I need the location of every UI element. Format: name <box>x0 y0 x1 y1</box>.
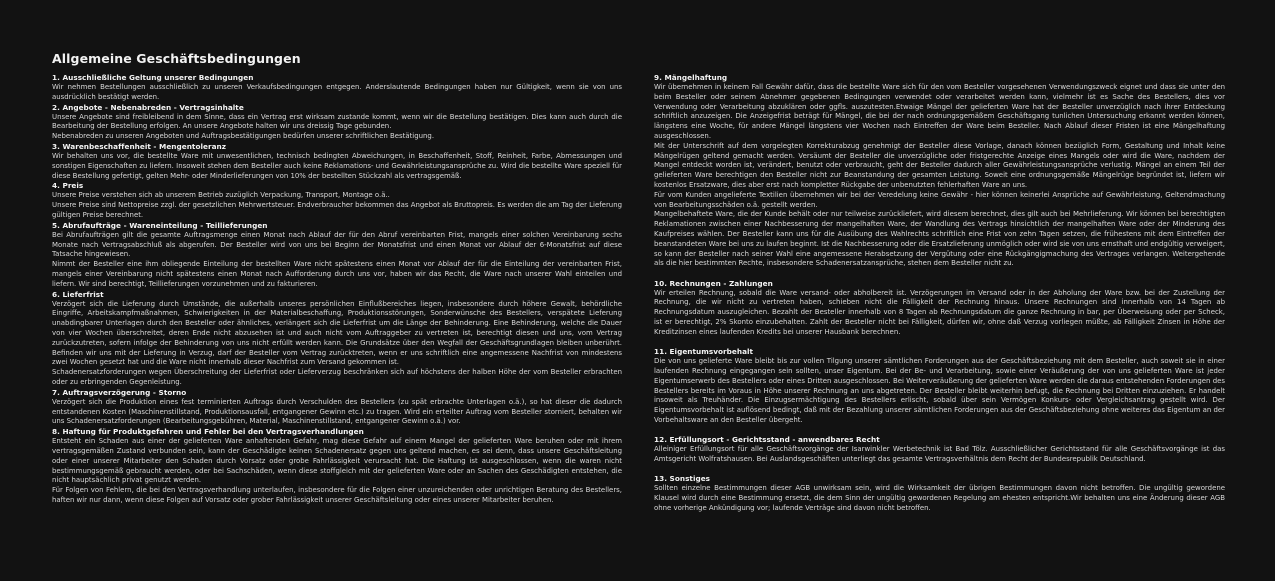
section-heading: 9. Mängelhaftung <box>654 73 728 82</box>
section-paragraph: Wir behalten uns vor, die bestellte Ware mit unwesentlichen, technisch bedingten Abweichungen, in Beschaffenheit, Stoff, Reinheit, Farbe, Abmessungen und sonstigen Eigenschaften zu liefern. Insoweit stehen dem Besteller auch keine Reklamations- und Gewährleistungsansprüche zu. Wird die bestellte Ware speziell für diese Bestellung gefertigt, gelten Mehr- oder Minderlieferungen von 10% der bestellten Stückzahl als vertragsgemäß. <box>52 151 622 180</box>
section-paragraph: Alleiniger Erfüllungsort für alle Geschäftsvorgänge der Isarwinkler Werbetechnik ist Bad Tölz. Ausschließlicher Gerichtsstand für alle Geschäftsvorgänge ist das Amtsgericht Wolfratshausen. Bei Auslandsgeschäften unterliegt das gesamte Vertragsverhältnis dem Recht der Bundesrepublik Deutschland. <box>654 445 1225 463</box>
section-heading: 6. Lieferfrist <box>52 289 104 299</box>
section-paragraph: Wir nehmen Bestellungen ausschließlich zu unseren Verkaufsbedingungen entgegen. Anderslautende Bedingungen haben nur Gültigkeit, wenn sie von uns ausdrücklich bestätigt werden. <box>52 83 622 101</box>
section-paragraph: Wir übernehmen in keinem Fall Gewähr dafür, dass die bestellte Ware sich für den vom Besteller vorgesehenen Verwendungszweck eignet und dass sie unter den beim Besteller oder seinem Abnehmer gegebenen Bedingungen verwendet oder verarbeitet werden kann, vielmehr ist es Sache des Bestellers, dies vor Verwendung oder Verarbeitung abzuklären oder ggfls. auszutesten.Etwaige Mängel der gelieferten Ware hat der Besteller unverzüglich nach ihrer Entdeckung schriftlich anzuzeigen. Die Anzeigefrist beträgt für Mängel, die bei der nach ordnungsgemäßem Geschäftsgang tunlichen Untersuchung erkannt werden können, längstens eine Woche, für andere Mängel längstens vier Wochen nach Eintreffen der Ware beim Besteller. Nach Ablauf dieser Fristen ist eine Mängelhaftung ausgeschlossen. <box>654 83 1225 140</box>
section-8-haftung <box>52 427 622 506</box>
section-2-angebote <box>52 103 622 142</box>
section-10-rechnungen <box>654 279 1225 338</box>
section-paragraph: Nimmt der Besteller eine ihm obliegende Einteilung der bestellten Ware nicht spätestens einen Monat vor Ablauf der für die Einteilung der vereinbarten Frist, mangels einer Vereinbarung nicht spätestens einen Monat nach Aufforderung durch uns vor, haben wir das Recht, die Ware nach unserer Wahl einteilen und liefern. Wir sind berechtigt, Teillieferungen vorzunehmen und zu fakturieren. <box>52 260 622 288</box>
section-paragraph: Entsteht ein Schaden aus einer der gelieferten Ware anhaftenden Gefahr, mag diese Gefahr auf einem Mangel der gelieferten Ware beruhen oder mit ihrem vertragsgemäßen Zustand verbunden sein, kann der Geschädigte keinen Schadenersatz gegen uns geltend machen, es sei denn, dass unsere Geschäftsleitung oder einer unserer Mitarbeiter den Schaden durch Vorsatz oder grobe Fahrlässigkeit verursacht hat. Die Haftung ist ausgeschlossen, wenn die waren nicht bestimmungsgemäß gebraucht werden, oder bei Sachschäden, wenn diese stoffgleich mit der gelieferten Ware oder an Sachen des Geschädigten entstehen, die nicht hauptsächlich privat genutzt werden. <box>52 437 622 485</box>
right-column <box>654 73 1225 514</box>
left-column <box>52 73 622 506</box>
section-heading: 12. Erfüllungsort - Gerichtsstand - anwendbares Recht <box>654 435 880 445</box>
section-heading: 5. Abrufaufträge - Wareneinteilung - Teillieferungen <box>52 220 268 230</box>
section-12-erfuellungsort <box>654 435 1225 465</box>
section-heading: 13. Sonstiges <box>654 474 711 484</box>
section-heading: 3. Warenbeschaffenheit - Mengentoleranz <box>52 141 227 151</box>
section-3-warenbeschaffenheit <box>52 142 622 181</box>
section-paragraph: Unsere Preise sind Nettopreise zzgl. der gesetzlichen Mehrwertsteuer. Endverbraucher bekommen das Angebot als Bruttopreis. Es werden die am Tag der Lieferung gültigen Preise berechnet. <box>52 201 622 219</box>
section-9-maengelhaftung <box>654 73 1225 269</box>
section-7-storno <box>52 388 622 427</box>
section-paragraph: Die von uns gelieferte Ware bleibt bis zur vollen Tilgung unserer sämtlichen Forderungen aus der Geschäftsbeziehung mit dem Besteller, auch soweit sie in einer laufenden Rechnung eingegangen sein sollten, unser Eigentum. Bei der Be- und Verarbeitung, sowie einer Veräußerung der von uns gelieferten Ware ist jeder Eigentumserwerb des Bestellers oder eines Dritten ausgeschlossen. Bei Weiterveräußerung der gelieferten Ware werden die daraus entstehenden Forderungen des Bestellers bereits im Voraus in Höhe unserer Rechnung an uns abgetreten. Der Besteller bleibt weiterhin befugt, die Rechnung bei Dritten einzuziehen. Er handelt insoweit als Treuhänder. Die Einzugsermächtigung des Bestellers erlischt, sobald über sein Vermögen Konkurs- oder Vergleichsantrag gestellt wird. Der Eigentumsvorbehalt ist auflösend bedingt, daß mit der Bezahlung unserer sämtlichen Forderungen aus der Geschäftsbeziehung ohne weiteres das Eigentum an der Vorbehaltsware an den Besteller übergeht. <box>654 357 1225 424</box>
section-heading: 10. Rechnungen - Zahlungen <box>654 278 773 288</box>
section-paragraph: Mit der Unterschrift auf dem vorgelegten Korrekturabzug genehmigt der Besteller diese Vorlage, danach können bezüglich Form, Gestaltung und Inhalt keine Mängelrügen geltend gemacht werden. Versäumt der Besteller die unverzügliche oder fristgerechte Anzeige eines Mangels oder wird die Ware, nachdem der Mangel entdeckt worden ist, verändert, benutzt oder verbraucht, geht der Besteller dadurch aller Gewährleistungsansprüche verlustig. Mängel an einem Teil der gelieferten Ware berechtigen den Besteller nicht zur Beanstandung der gesamten Leistung. Soweit eine ordnungsgemäße Mängelrüge begründet ist, liefern wir kostenlos Ersatzware, dies aber erst nach kompletter Rückgabe der unbenutzten fehlerhaften Ware an uns. <box>654 141 1225 189</box>
page-title: Allgemeine Geschäftsbedingungen <box>52 51 301 66</box>
section-paragraph: Wir erteilen Rechnung, sobald die Ware versand- oder abholbereit ist. Verzögerungen im Versand oder in der Abholung der Ware bzw. bei der Zustellung der Rechnung, die wir nicht zu vertreten haben, schieben nicht die Fälligkeit der Rechnung hinaus. Unsere Rechnungen sind innerhalb von 14 Tagen ab Rechnungsdatum auszugleichen. Bezahlt der Besteller innerhalb von 8 Tagen ab Rechnungsdatum die ganze Rechnung in bar, per Überweisung oder per Scheck, ist er berechtigt, 2% Skonto einzubehalten. Zahlt der Besteller nicht bei Fälligkeit, dürfen wir, ohne daß Verzug vorliegen müßte, ab Fälligkeit Zinsen in Höhe der Kreditzinsen eines laufenden Kredits bei unserer Hausbank berechnen. <box>654 288 1225 336</box>
section-paragraph: Unsere Angebote sind freibleibend in dem Sinne, dass ein Vertrag erst wirksam zustande kommt, wenn wir die Bestellung bestätigen. Dies kann auch durch die Bearbeitung der Bestellung erfolgen. An unsere Angebote halten wir uns dreissig Tage gebunden. <box>52 112 622 131</box>
section-6-lieferfrist <box>52 290 622 388</box>
section-paragraph: Schadenersatzforderungen wegen Überschreitung der Lieferfrist oder Lieferverzug beschränken sich auf höchstens der halben Höhe der vom Besteller erbrachten oder zu erbringenden Gegenleistung. <box>52 368 622 386</box>
section-1-geltung <box>52 73 622 103</box>
section-heading: 1. Ausschließliche Geltung unserer Bedingungen <box>52 73 254 82</box>
section-paragraph: Unsere Preise verstehen sich ab unserem Betrieb zuzüglich Verpackung, Transport, Montage o.ä.. <box>52 191 390 200</box>
section-paragraph: Mangelbehaftete Ware, die der Kunde behält oder nur teilweise zurückliefert, wird diesem berechnet, dies gilt auch bei Mehrlieferung. Wir können bei berechtigten Reklamationen zwischen einer Nachbesserung der mangelhaften Ware, der Wandlung des Vertrags hinsichtlich der mangelhaften Ware oder der Minderung des Kaufpreises wählen. Der Besteller kann uns für die Ausübung des Wahlrechts schriftlich eine Frist von zehn Tagen setzen, die frühestens mit dem Eintreffen der beanstandeten Ware bei uns zu laufen beginnt. Ist die Nachbesserung oder die Ersatzlieferung unmöglich oder wird sie von uns ernsthaft und endgültig verweigert, so kann der Besteller nach seiner Wahl eine angemessene Herabsetzung der Vergütung oder eine Rückgängigmachung des Vertrages verlangen. Weitergehende als die hier bestimmten Rechte, insbesondere Schadenersatzansprüche, stehen dem Besteller nicht zu. <box>654 210 1225 268</box>
section-11-eigentumsvorbehalt <box>654 347 1225 426</box>
section-heading: 7. Auftragsverzögerung - Storno <box>52 387 187 397</box>
section-paragraph: Verzögert sich die Produktion eines fest terminierten Auftrags durch Verschulden des Bestellers (zu spät erbrachte Unterlagen o.ä.), so hat dieser die dadurch entstandenen Kosten (Maschinenstillstand, Produktionsausfall, entgangener Gewinn etc.) zu tragen. Wird ein erteilter Auftrag vom Besteller storniert, behalten wir uns Schadenersatzforderungen (Bearbeitungsgebühren, Material, Maschinenstillstand, entgangener Gewinn o.ä.) vor. <box>52 397 622 426</box>
section-4-preis <box>52 181 622 220</box>
section-13-sonstiges <box>654 474 1225 513</box>
section-heading: 8. Haftung für Produktgefahren und Fehler bei den Vertragsverhandlungen <box>52 427 364 437</box>
section-paragraph: Verzögert sich die Lieferung durch Umstände, die außerhalb unseres persönlichen Einflußbereiches liegen, insbesondere durch höhere Gewalt, behördliche Eingriffe, Arbeitskampfmaßnahmen, Schwierigkeiten in der Materialbeschaffung, Produktionsstörungen, Sonderwünsche des Bestellers, verspätete Lieferung unabdingbarer Unterlagen durch den Besteller oder ähnliches, verlängert sich die Lieferfrist um die Länge der Behinderung. Eine Behinderung, welche die Dauer von vier Wochen überschreitet, deren Ende nicht abzusehen ist und auch nicht vom Auftraggeber zu vertreten ist, berechtigt diesen und uns, vom Vertrag zurückzutreten, sofern infolge der Behinderung von uns nicht erfüllt werden kann. Die Grundsätze über den Wegfall der Geschäftsgrundlagen bleiben unberührt. Befinden wir uns mit der Lieferung in Verzug, darf der Besteller vom Vertrag zurücktreten, wenn er uns schriftlich eine angemessene Nachfrist von mindestens zwei Wochen gesetzt hat und die Ware nicht innerhalb dieser Nachfrist zum Versand gekommen ist. <box>52 299 622 367</box>
section-paragraph: Für Folgen von Fehlern, die bei den Vertragsverhandlung unterlaufen, insbesondere für die Folgen einer unzureichenden oder unrichtigen Beratung des Bestellers, haften wir nur dann, wenn diese Folgen auf Vorsatz oder grober Fahrlässigkeit unserer Geschäftsleitung oder eines unserer Mitarbeiter beruhen. <box>52 486 622 504</box>
section-paragraph: Bei Abrufaufträgen gilt die gesamte Auftragsmenge einen Monat nach Ablauf der für den Abruf vereinbarten Frist, mangels einer solchen Vereinbarung sechs Monate nach Vertragsabschluß als abgerufen. Der Besteller wird von uns bei Beginn der Monatsfrist und einen Monat vor Ablauf der 6-Monatsfrist auf diese Tatsache hingewiesen. <box>52 230 622 259</box>
section-paragraph: Für vom Kunden angelieferte Textilien übernehmen wir bei der Veredelung keine Gewähr - hier können keinerlei Ansprüche auf Gewährleistung, Geltendmachung von Bearbeitungsschäden o.ä. gestellt werden. <box>654 190 1225 209</box>
section-paragraph: Sollten einzelne Bestimmungen dieser AGB unwirksam sein, wird die Wirksamkeit der übrigen Bestimmungen davon nicht betroffen. Die ungültig gewordene Klausel wird durch eine Bestimmung ersetzt, die dem Sinn der ungültig gewordenen Regelung am ehesten entspricht.Wir behalten uns eine Änderung dieser AGB ohne vorherige Ankündigung vor; laufende Verträge sind davon nicht betroffen. <box>654 484 1225 512</box>
section-heading: 4. Preis <box>52 181 84 191</box>
section-heading: 11. Eigentumsvorbehalt <box>654 347 754 357</box>
section-5-abrufauftraege <box>52 221 622 290</box>
section-heading: 2. Angebote - Nebenabreden - Vertragsinhalte <box>52 102 244 112</box>
section-paragraph: Nebenabreden zu unseren Angeboten und Auftragsbestätigungen bedürfen unserer schriftlichen Bestätigung. <box>52 132 435 141</box>
